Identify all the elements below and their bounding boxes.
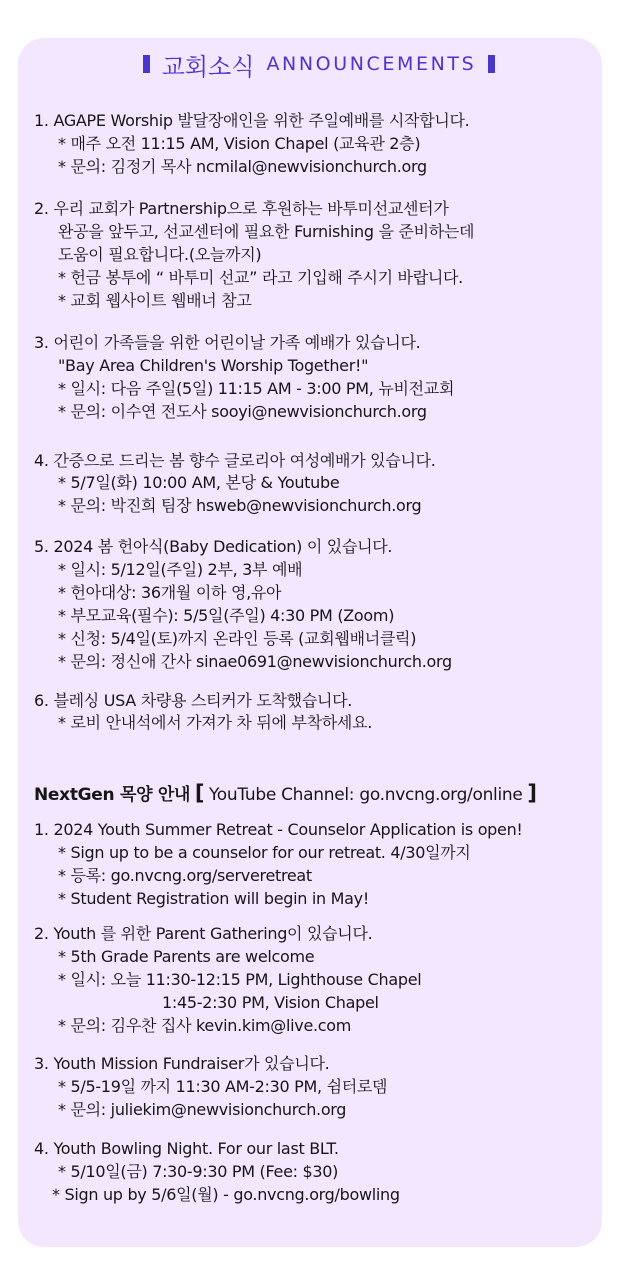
- nextgen-4-title: 4. Youth Bowling Night. For our last BLT.: [34, 1139, 339, 1158]
- announcement-4-title: 4. 간증으로 드리는 봄 향수 글로리아 여성예배가 있습니다.: [34, 451, 436, 470]
- nextgen-1-detail: * 등록: go.nvcng.org/serveretreat: [58, 866, 312, 885]
- announcement-5-contact: * 문의: 정신애 간사 sinae0691@newvisionchurch.org: [58, 652, 452, 671]
- announcement-3-detail: * 일시: 다음 주일(5일) 11:15 AM - 3:00 PM, 뉴비전교회: [58, 379, 455, 398]
- announcement-5-detail: * 일시: 5/12일(주일) 2부, 3부 예배: [58, 560, 303, 579]
- header-title-en: ANNOUNCEMENTS: [266, 53, 477, 75]
- nextgen-1-title: 1. 2024 Youth Summer Retreat - Counselor Application is open!: [34, 820, 523, 839]
- announcement-6-title: 6. 블레싱 USA 차량용 스티커가 도착했습니다.: [34, 691, 353, 710]
- announcement-6-detail: * 로비 안내석에서 가져가 차 뒤에 부착하세요.: [58, 713, 373, 732]
- announcement-2-text: 도움이 필요합니다.(오늘까지): [58, 245, 262, 264]
- nextgen-3-title: 3. Youth Mission Fundraiser가 있습니다.: [34, 1054, 330, 1073]
- announcement-2-text: 완공을 앞두고, 선교센터에 필요한 Furnishing 을 준비하는데: [58, 222, 475, 241]
- announcement-2-title: 2. 우리 교회가 Partnership으로 후원하는 바투미선교센터가: [34, 199, 449, 218]
- nextgen-2-detail: * 5th Grade Parents are welcome: [58, 947, 315, 966]
- nextgen-4-detail: * Sign up by 5/6일(월) - go.nvcng.org/bowling: [52, 1185, 400, 1204]
- nextgen-bracket-open: [: [194, 781, 205, 805]
- nextgen-2-title: 2. Youth 를 위한 Parent Gathering이 있습니다.: [34, 924, 373, 943]
- announcement-5-detail: * 헌아대상: 36개월 이하 영,유아: [58, 583, 282, 602]
- nextgen-channel: YouTube Channel: go.nvcng.org/online: [208, 785, 523, 805]
- nextgen-title: NextGen 목양 안내: [34, 785, 191, 805]
- nextgen-1-detail: * Sign up to be a counselor for our retreat. 4/30일까지: [58, 843, 471, 862]
- header-bar-right-icon: [488, 55, 495, 73]
- nextgen-2-detail: * 일시: 오늘 11:30-12:15 PM, Lighthouse Chapel: [58, 970, 422, 989]
- announcement-2-detail: * 헌금 봉투에 “ 바투미 선교” 라고 기입해 주시기 바랍니다.: [58, 268, 463, 287]
- nextgen-4-detail: * 5/10일(금) 7:30-9:30 PM (Fee: $30): [58, 1162, 339, 1181]
- nextgen-1-detail: * Student Registration will begin in May!: [58, 889, 369, 908]
- nextgen-bracket-close: ]: [527, 781, 537, 805]
- nextgen-2-contact: * 문의: 김우찬 집사 kevin.kim@live.com: [58, 1016, 352, 1035]
- announcement-4-contact: * 문의: 박진희 팀장 hsweb@newvisionchurch.org: [58, 496, 422, 515]
- announcement-1-title: 1. AGAPE Worship 발달장애인을 위한 주일예배를 시작합니다.: [34, 111, 470, 130]
- announcement-5-detail: * 신청: 5/4일(토)까지 온라인 등록 (교회웹배너클릭): [58, 629, 417, 648]
- announcement-3-title: 3. 어린이 가족들을 위한 어린이날 가족 예배가 있습니다.: [34, 333, 421, 352]
- nextgen-heading: [34, 782, 537, 806]
- announcement-4-detail: * 5/7일(화) 10:00 AM, 본당 & Youtube: [58, 473, 340, 492]
- announcement-3-contact: * 문의: 이수연 전도사 sooyi@newvisionchurch.org: [58, 402, 427, 421]
- announcement-1-detail: * 매주 오전 11:15 AM, Vision Chapel (교육관 2층): [58, 134, 421, 153]
- nextgen-3-detail: * 5/5-19일 까지 11:30 AM-2:30 PM, 쉼터로뎀: [58, 1077, 388, 1096]
- announcements-header: [0, 44, 638, 84]
- announcement-5-title: 5. 2024 봄 헌아식(Baby Dedication) 이 있습니다.: [34, 537, 393, 556]
- header-bar-left-icon: [143, 55, 150, 73]
- header-title-ko: 교회소식: [161, 52, 255, 81]
- nextgen-2-detail: 1:45-2:30 PM, Vision Chapel: [162, 993, 379, 1012]
- announcement-3-subtitle: "Bay Area Children's Worship Together!": [58, 356, 369, 375]
- announcement-5-detail: * 부모교육(필수): 5/5일(주일) 4:30 PM (Zoom): [58, 606, 395, 625]
- announcement-1-contact: * 문의: 김정기 목사 ncmilal@newvisionchurch.org: [58, 157, 427, 176]
- announcement-2-detail: * 교회 웹사이트 웹배너 참고: [58, 291, 252, 310]
- nextgen-3-contact: * 문의: juliekim@newvisionchurch.org: [58, 1100, 347, 1119]
